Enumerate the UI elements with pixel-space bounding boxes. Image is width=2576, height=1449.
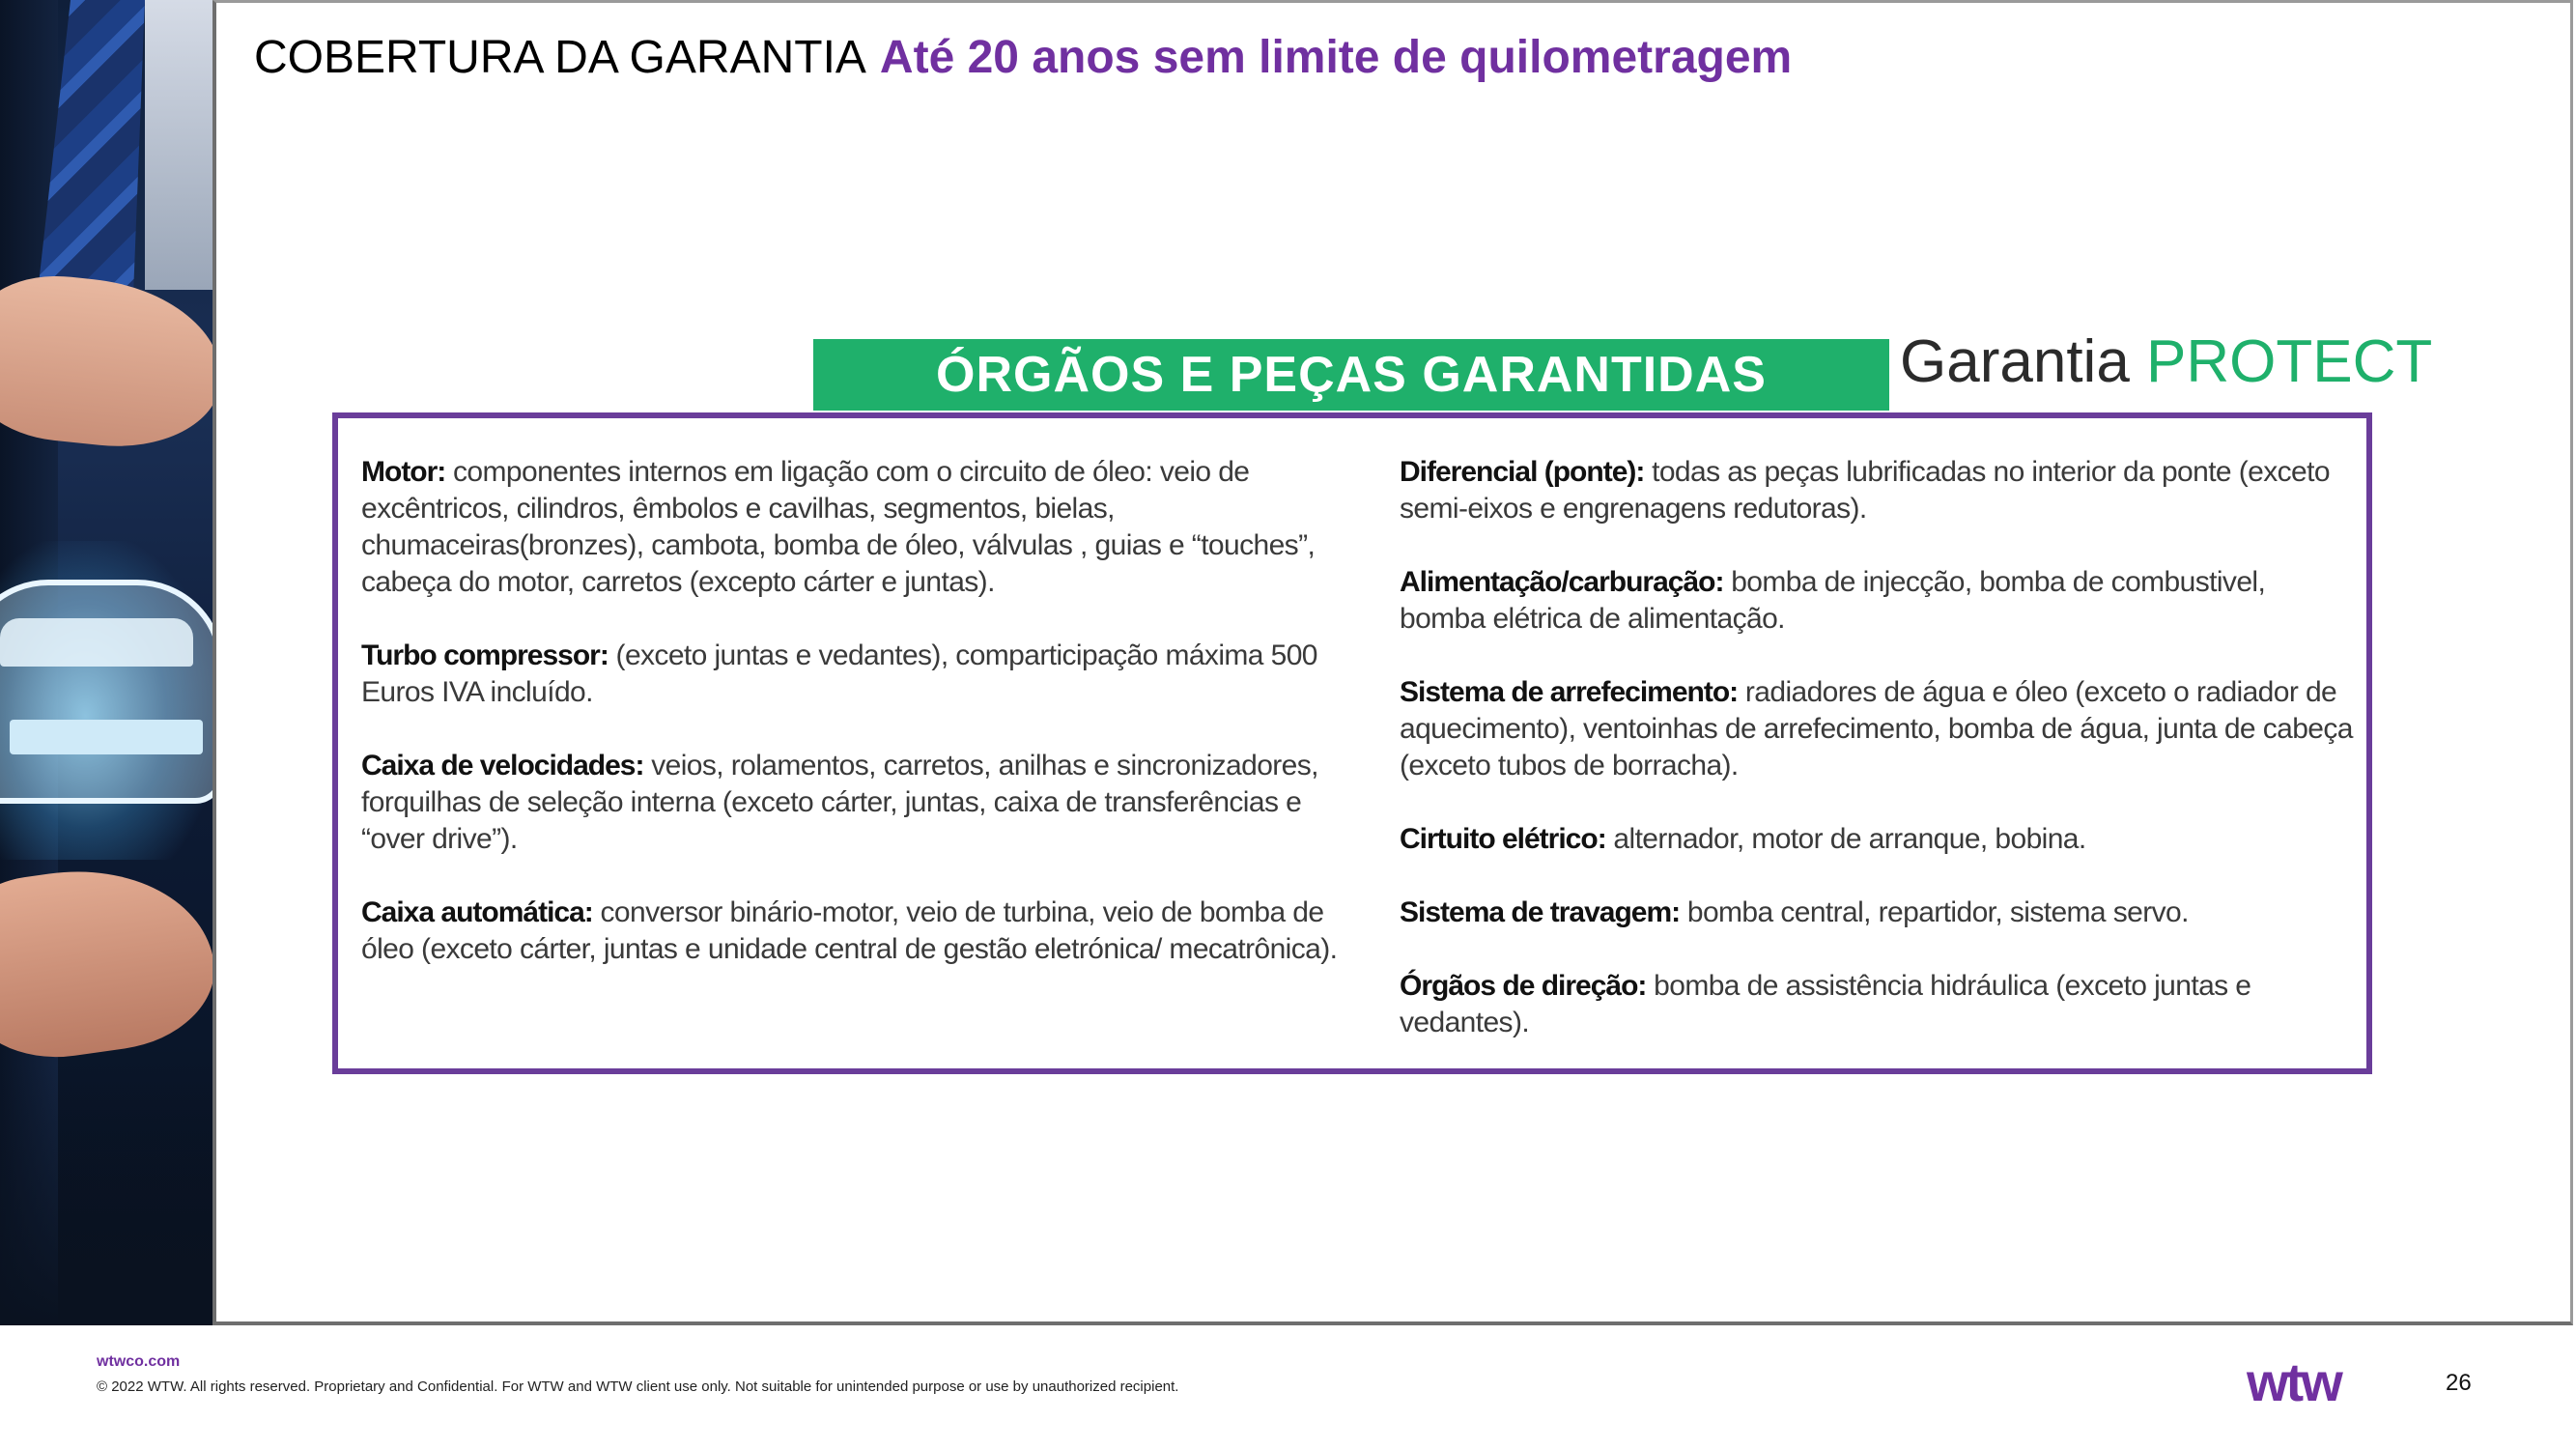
upper-hand-shape [0, 268, 213, 457]
coverage-desc: (exceto juntas e vedantes), comparticipação máxima 500 Euros IVA incluído. [361, 639, 1317, 708]
coverage-term: Sistema de travagem: [1400, 896, 1681, 928]
photo-fade [0, 1063, 213, 1325]
coverage-item [361, 748, 1346, 858]
coverage-term: Caixa de velocidades: [361, 750, 644, 781]
coverage-item [1400, 454, 2356, 527]
car-window-shape [0, 618, 193, 667]
coverage-column-right [1400, 454, 2356, 1078]
coverage-item [1400, 821, 2356, 858]
coverage-desc: componentes internos em ligação com o circuito de óleo: veio de excêntricos, cilindros, êmbolos e cavilhas, segmentos, bielas, chumaceiras(bronzes), cambota, bomba de óleo, válvulas , guias e “touches”, cabeça do motor, carretos (excepto cárter e juntas). [361, 456, 1316, 598]
coverage-column-left [361, 454, 1346, 1005]
shirt-shape [145, 0, 213, 290]
coverage-term: Alimentação/carburação: [1400, 566, 1724, 598]
coverage-desc: bomba de injecção, bomba de combustivel, bomba elétrica de alimentação. [1400, 566, 2266, 635]
brand-highlight: PROTECT [2146, 328, 2433, 395]
coverage-term: Motor: [361, 456, 446, 488]
coverage-term: Órgãos de direção: [1400, 970, 1647, 1002]
coverage-item [361, 895, 1346, 968]
coverage-desc: bomba de assistência hidráulica (exceto juntas e vedantes). [1400, 970, 2251, 1038]
page-number: 26 [2446, 1370, 2472, 1396]
hands-car-photo [0, 0, 213, 1325]
coverage-desc: radiadores de água e óleo (exceto o radiador de aquecimento), ventoinhas de arrefecimento, bomba de água, junta de cabeça (exceto tubos de borracha). [1400, 676, 2353, 781]
coverage-item [1400, 895, 2356, 931]
coverage-term: Cirtuito elétrico: [1400, 823, 1606, 855]
title-main: COBERTURA DA GARANTIA [254, 32, 866, 83]
coverage-desc: todas as peças lubrificadas no interior da ponte (exceto semi-eixos e engrenagens redutoras). [1400, 456, 2330, 525]
car-grill-shape [10, 720, 203, 754]
brand-label [1900, 328, 2432, 396]
brand-word: Garantia [1900, 328, 2130, 395]
coverage-item [1400, 564, 2356, 638]
coverage-term: Caixa automática: [361, 896, 593, 928]
section-banner: ÓRGÃOS E PEÇAS GARANTIDAS [813, 339, 1889, 411]
coverage-item [361, 454, 1346, 601]
coverage-term: Diferencial (ponte): [1400, 456, 1645, 488]
lower-hand-shape [0, 853, 213, 1069]
coverage-box [332, 412, 2372, 1074]
coverage-item [1400, 674, 2356, 784]
coverage-desc: veios, rolamentos, carretos, anilhas e sincronizadores, forquilhas de seleção interna (exceto cárter, juntas, caixa de transferências e “over drive”). [361, 750, 1318, 855]
coverage-desc: bomba central, repartidor, sistema servo. [1680, 896, 2189, 928]
footer-url-link[interactable]: wtwco.com [97, 1353, 181, 1370]
coverage-desc: alternador, motor de arranque, bobina. [1605, 823, 2086, 855]
coverage-term: Sistema de arrefecimento: [1400, 676, 1739, 708]
coverage-item [1400, 968, 2356, 1041]
coverage-item [361, 638, 1346, 711]
car-icon [0, 580, 213, 804]
title-highlight: Até 20 anos sem limite de quilometragem [879, 32, 1793, 83]
slide-title [254, 31, 1792, 85]
coverage-desc: conversor binário-motor, veio de turbina, veio de bomba de óleo (exceto cárter, juntas e unidade central de gestão eletrónica/ mecatrônica). [361, 896, 1338, 965]
footer-copyright: © 2022 WTW. All rights reserved. Proprietary and Confidential. For WTW and WTW client use only. Not suitable for unintended purpose or use by unauthorized recipient. [97, 1378, 1179, 1395]
wtw-logo: wtw [2247, 1351, 2340, 1412]
coverage-term: Turbo compressor: [361, 639, 609, 671]
